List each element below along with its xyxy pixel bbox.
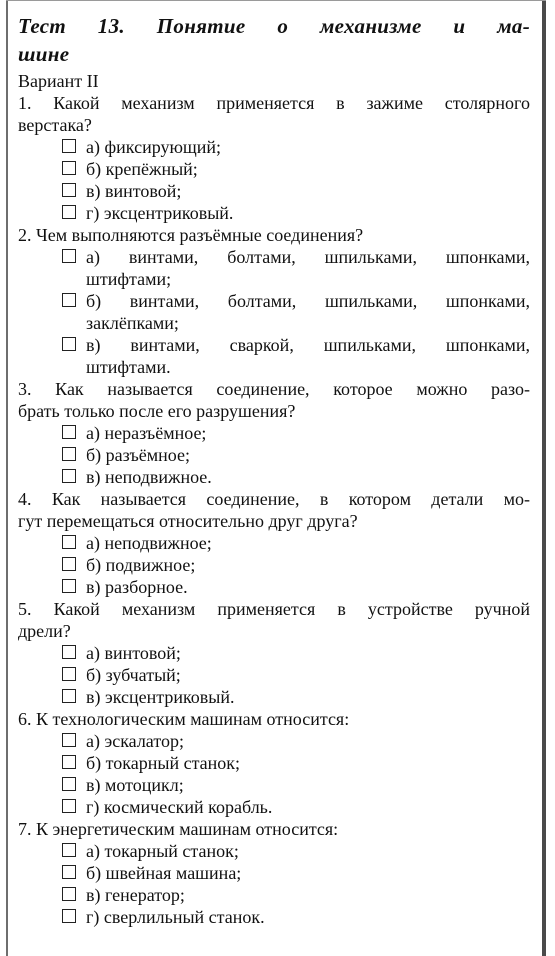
question-block <box>18 598 530 708</box>
question-line: гут перемещаться относительно друг друга? <box>18 511 358 531</box>
answer-option[interactable] <box>62 884 530 906</box>
answer-option-label: а) неразъёмное; <box>86 423 207 443</box>
answer-option[interactable] <box>62 290 530 334</box>
answer-option[interactable] <box>62 136 530 158</box>
checkbox-icon[interactable] <box>62 557 76 571</box>
checkbox-icon[interactable] <box>62 469 76 483</box>
checkbox-icon[interactable] <box>62 667 76 681</box>
answer-option-label: б) крепёжный; <box>86 159 198 179</box>
question-line: верстака? <box>18 115 92 135</box>
answer-option-label: б) швейная машина; <box>86 863 242 883</box>
question-block <box>18 488 530 598</box>
question-line: 5. Какой механизм применяется в устройстве ручной <box>18 599 530 619</box>
question-line: 2. Чем выполняются разъёмные соединения? <box>18 225 364 245</box>
test-title <box>18 12 530 68</box>
checkbox-icon[interactable] <box>62 337 76 351</box>
variant-label: Вариант II <box>18 71 99 91</box>
answer-option-label: в) неподвижное. <box>86 467 212 487</box>
answer-option[interactable] <box>62 444 530 466</box>
checkbox-icon[interactable] <box>62 205 76 219</box>
answer-option-label: в) генератор; <box>86 885 185 905</box>
answer-options <box>18 422 530 488</box>
answer-option[interactable] <box>62 642 530 664</box>
checkbox-icon[interactable] <box>62 865 76 879</box>
answer-option[interactable] <box>62 576 530 598</box>
question-block <box>18 708 530 818</box>
question-block <box>18 92 530 224</box>
answer-options <box>18 246 530 378</box>
question-text <box>18 488 530 532</box>
answer-option-label: г) эксцентриковый. <box>86 203 234 223</box>
answer-option-label: б) зубчатый; <box>86 665 181 685</box>
question-text <box>18 378 530 422</box>
page-frame <box>6 0 546 956</box>
answer-option[interactable] <box>62 664 530 686</box>
checkbox-icon[interactable] <box>62 645 76 659</box>
answer-options <box>18 136 530 224</box>
checkbox-icon[interactable] <box>62 579 76 593</box>
answer-option-label: а) неподвижное; <box>86 533 212 553</box>
question-line: 4. Как называется соединение, в котором детали мо- <box>18 489 530 509</box>
checkbox-icon[interactable] <box>62 425 76 439</box>
answer-option[interactable] <box>62 752 530 774</box>
answer-option[interactable] <box>62 554 530 576</box>
answer-option-label: б) винтами, болтами, шпильками, шпонками, <box>86 291 530 311</box>
checkbox-icon[interactable] <box>62 755 76 769</box>
answer-option-label: штифтами; <box>86 269 172 289</box>
answer-option[interactable] <box>62 686 530 708</box>
answer-option[interactable] <box>62 862 530 884</box>
question-text <box>18 598 530 642</box>
answer-option-label: б) разъёмное; <box>86 445 190 465</box>
answer-option[interactable] <box>62 246 530 290</box>
checkbox-icon[interactable] <box>62 909 76 923</box>
answer-option-label: г) сверлильный станок. <box>86 907 265 927</box>
checkbox-icon[interactable] <box>62 293 76 307</box>
checkbox-icon[interactable] <box>62 887 76 901</box>
question-text <box>18 708 530 730</box>
title-line-2: шине <box>18 42 70 66</box>
question-line: 6. К технологическим машинам относится: <box>18 709 350 729</box>
question-block <box>18 818 530 928</box>
checkbox-icon[interactable] <box>62 161 76 175</box>
test-content <box>18 12 530 928</box>
question-text <box>18 92 530 136</box>
question-line: брать только после его разрушения? <box>18 401 296 421</box>
checkbox-icon[interactable] <box>62 843 76 857</box>
answer-option-label: а) винтами, болтами, шпильками, шпонками, <box>86 247 530 267</box>
answer-options <box>18 532 530 598</box>
answer-options <box>18 840 530 928</box>
checkbox-icon[interactable] <box>62 183 76 197</box>
checkbox-icon[interactable] <box>62 799 76 813</box>
answer-option-label: в) винтами, сваркой, шпильками, шпонками, <box>86 335 530 355</box>
answer-options <box>18 730 530 818</box>
checkbox-icon[interactable] <box>62 447 76 461</box>
answer-option-label: штифтами. <box>86 357 171 377</box>
checkbox-icon[interactable] <box>62 139 76 153</box>
answer-option[interactable] <box>62 840 530 862</box>
question-text <box>18 818 530 840</box>
answer-option-label: б) токарный станок; <box>86 753 241 773</box>
question-line: 1. Какой механизм применяется в зажиме столярного <box>18 93 530 113</box>
answer-option[interactable] <box>62 422 530 444</box>
checkbox-icon[interactable] <box>62 689 76 703</box>
answer-option[interactable] <box>62 202 530 224</box>
answer-option-label: г) космический корабль. <box>86 797 273 817</box>
answer-option-label: а) токарный станок; <box>86 841 239 861</box>
checkbox-icon[interactable] <box>62 733 76 747</box>
answer-option[interactable] <box>62 158 530 180</box>
answer-option-label: в) разборное. <box>86 577 188 597</box>
answer-option-label: в) винтовой; <box>86 181 182 201</box>
question-text <box>18 224 530 246</box>
answer-option-label: заклёпками; <box>86 313 179 333</box>
answer-option[interactable] <box>62 532 530 554</box>
answer-option-label: а) фиксирующий; <box>86 137 222 157</box>
question-line: 3. Как называется соединение, которое можно разо- <box>18 379 530 399</box>
answer-option[interactable] <box>62 180 530 202</box>
title-line-1: Тест 13. Понятие о механизме и ма- <box>18 14 530 38</box>
question-list <box>18 92 530 928</box>
answer-option-label: в) мотоцикл; <box>86 775 184 795</box>
checkbox-icon[interactable] <box>62 777 76 791</box>
question-block <box>18 224 530 378</box>
answer-option-label: а) эскалатор; <box>86 731 184 751</box>
answer-option[interactable] <box>62 466 530 488</box>
answer-options <box>18 642 530 708</box>
checkbox-icon[interactable] <box>62 535 76 549</box>
answer-option[interactable] <box>62 774 530 796</box>
answer-option[interactable] <box>62 730 530 752</box>
answer-option[interactable] <box>62 906 530 928</box>
answer-option-label: б) подвижное; <box>86 555 196 575</box>
answer-option[interactable] <box>62 334 530 378</box>
answer-option[interactable] <box>62 796 530 818</box>
checkbox-icon[interactable] <box>62 249 76 263</box>
answer-option-label: в) эксцентриковый. <box>86 687 235 707</box>
answer-option-label: а) винтовой; <box>86 643 181 663</box>
question-line: 7. К энергетическим машинам относится: <box>18 819 339 839</box>
question-block <box>18 378 530 488</box>
question-line: дрели? <box>18 621 71 641</box>
